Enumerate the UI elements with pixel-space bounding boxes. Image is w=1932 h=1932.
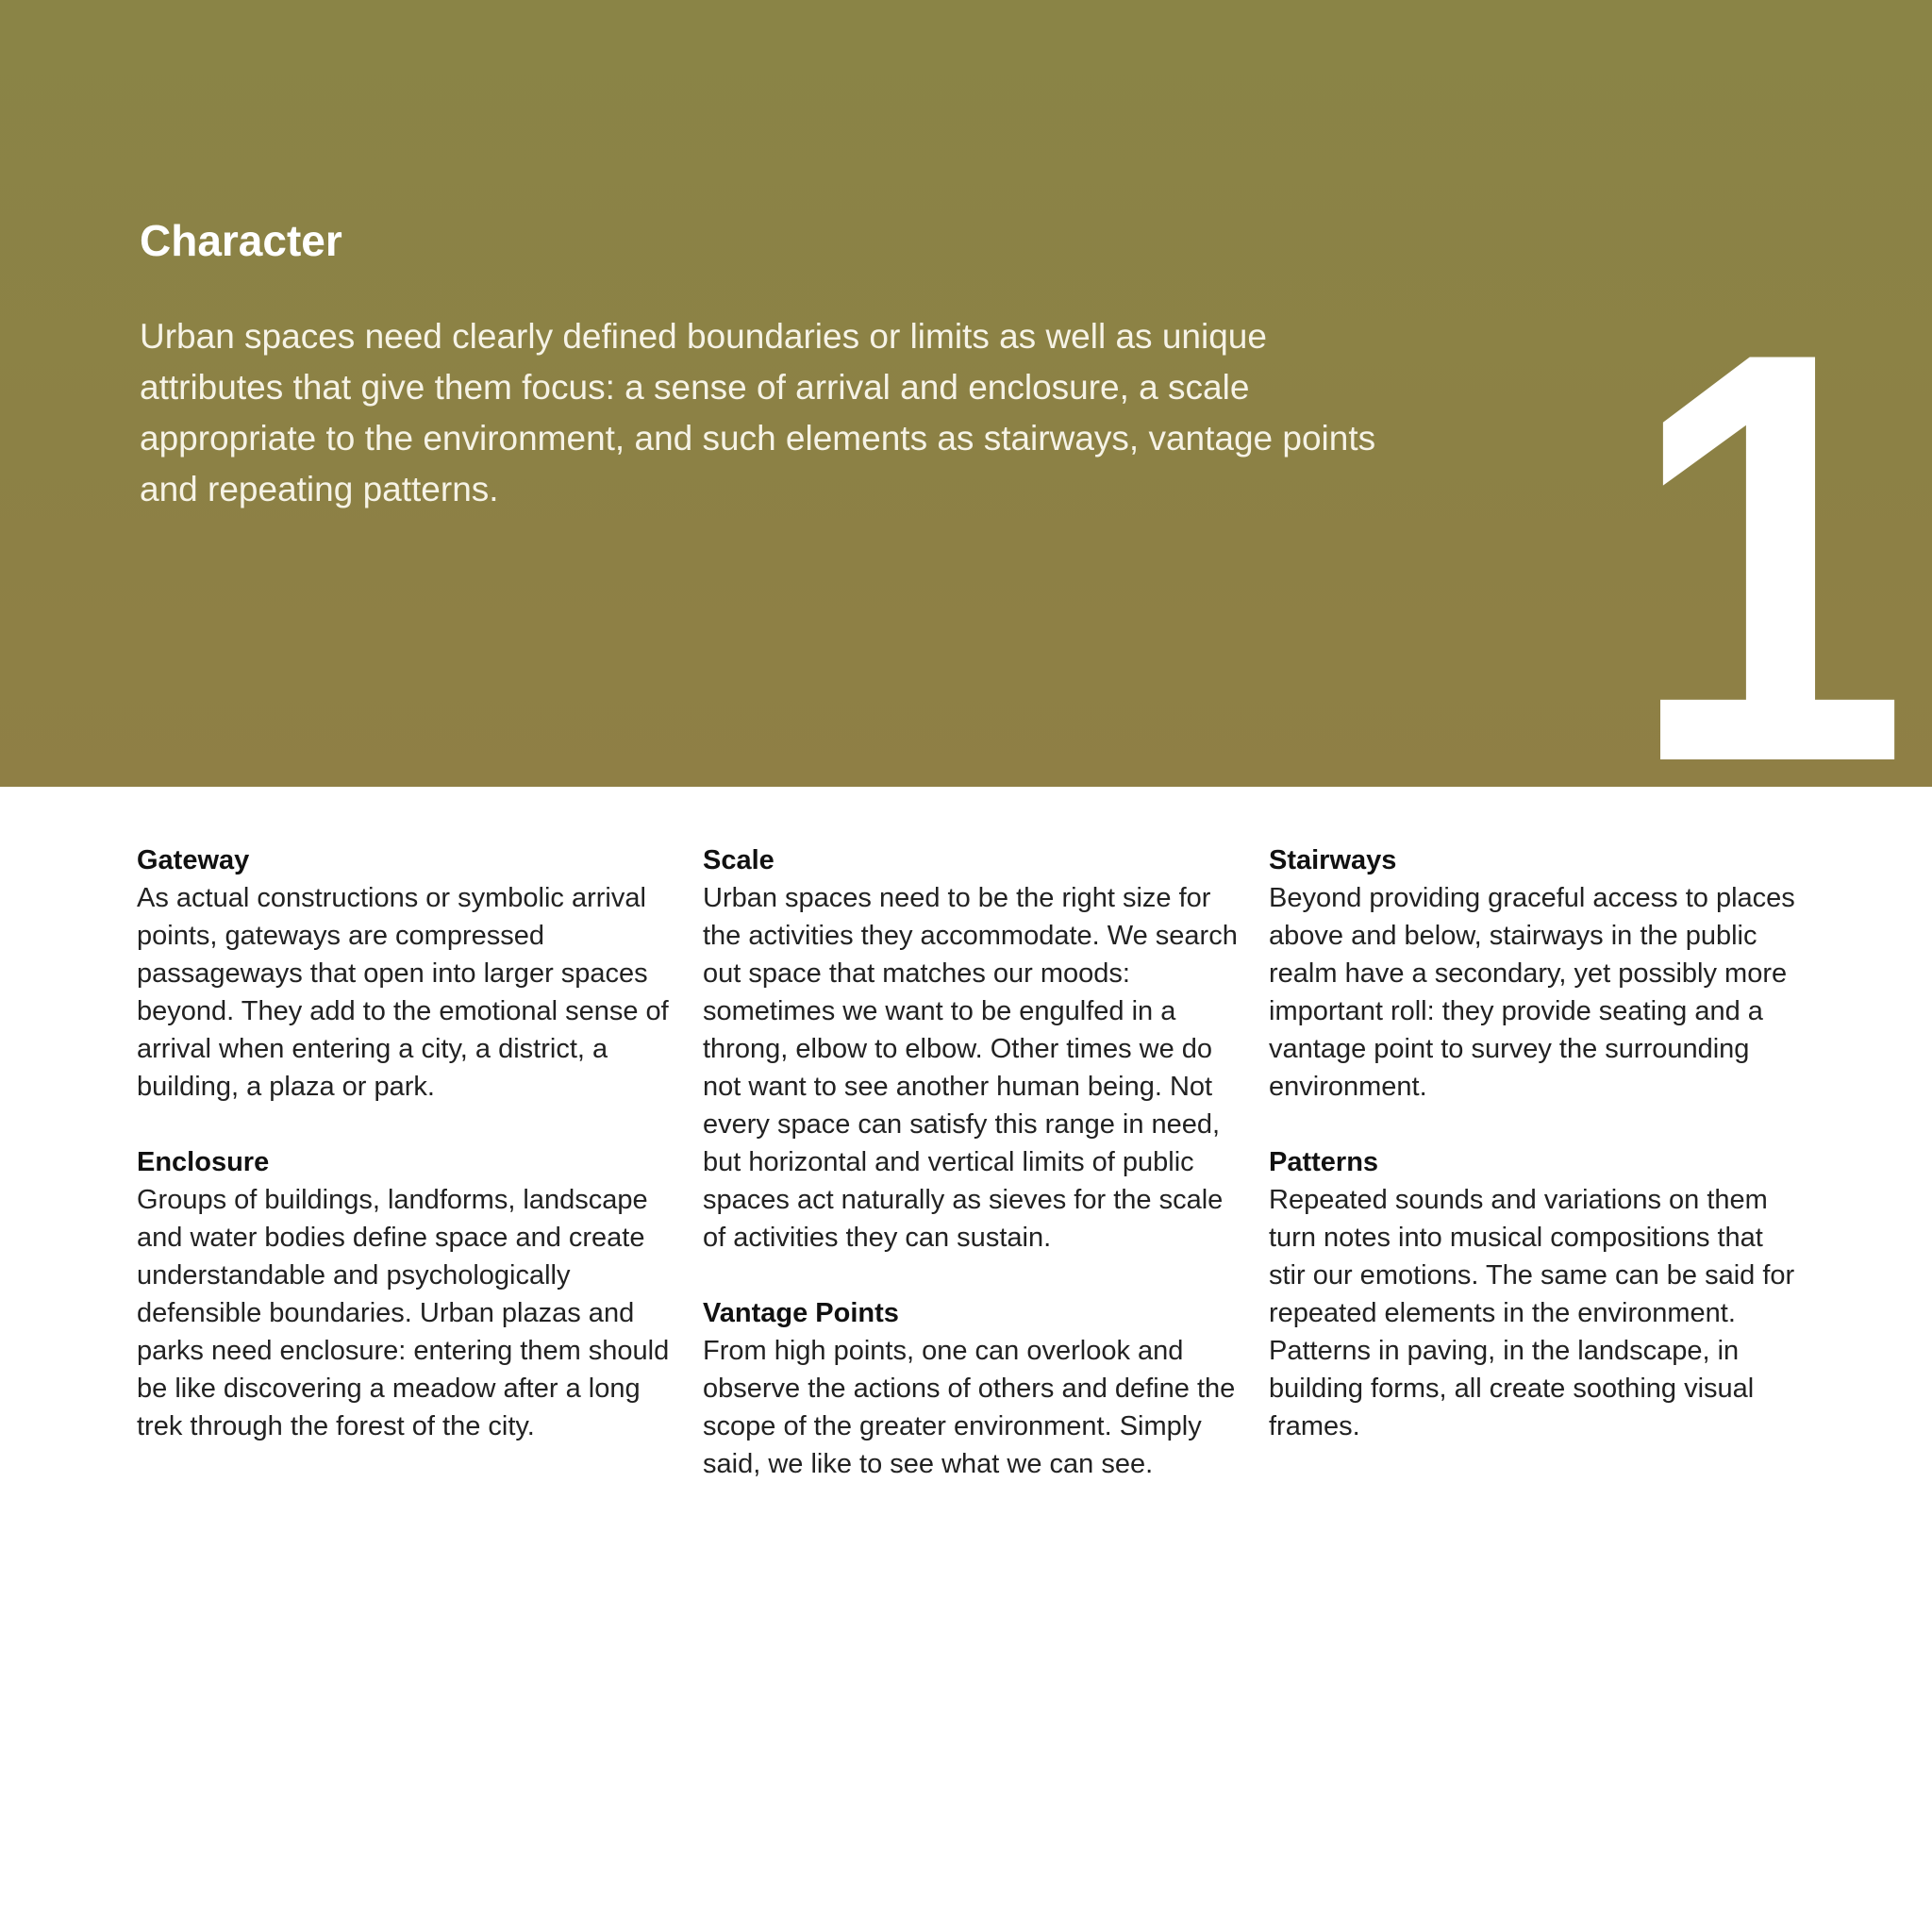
topic-title: Gateway [137, 845, 250, 875]
page-title: Character [140, 216, 342, 265]
topic-stairways [1269, 841, 1807, 1106]
topic-body: Urban spaces need to be the right size for the activities they accommodate. We search out space that matches our moods: sometimes we want to be engulfed in a throng, elbow to elbow. Other times we do not want to see another human being. Not every space can satisfy this range in need, but horizontal and vertical limits of public spaces act naturally as sieves for the scale of activities they can sustain. [703, 883, 1238, 1253]
topic-body: Beyond providing graceful access to places above and below, stairways in the public realm have a secondary, yet possibly more important roll: they provide seating and a vantage point to survey the surrounding environment. [1269, 883, 1795, 1102]
topic-body: From high points, one can overlook and observe the actions of others and define the scope of the greater environment. Simply said, we like to see what we can see. [703, 1336, 1236, 1479]
topic-title: Vantage Points [703, 1298, 899, 1328]
topic-body: Repeated sounds and variations on them turn notes into musical compositions that stir our emotions. The same can be said for repeated elements in the environment. Patterns in paving, in the landscape, in building forms, all create soothing visual frames. [1269, 1185, 1795, 1441]
topic-scale [703, 841, 1241, 1257]
topic-body: As actual constructions or symbolic arrival points, gateways are compressed passageways that open into larger spaces beyond. They add to the emotional sense of arrival when entering a city, a district, a building, a plaza or park. [137, 883, 669, 1102]
topic-body: Groups of buildings, landforms, landscape and water bodies define space and create understandable and psychologically defensible boundaries. Urban plazas and parks need enclosure: entering them should be like discovering a meadow after a long trek through the forest of the city. [137, 1185, 670, 1441]
section-number-text: 1 [1628, 231, 1900, 787]
topic-title: Stairways [1269, 845, 1397, 875]
topic-title: Scale [703, 845, 774, 875]
section-number [1628, 231, 1900, 787]
topic-title: Enclosure [137, 1147, 270, 1177]
topic-title: Patterns [1269, 1147, 1379, 1177]
intro-text: Urban spaces need clearly defined boundaries or limits as well as unique attributes that give them focus: a sense of arrival and enclosure, a scale appropriate to the environment, and such elements as stairways, vantage points and repeating patterns. [140, 317, 1376, 508]
column-2 [703, 841, 1241, 1521]
topic-vantage-points [703, 1294, 1241, 1483]
topic-gateway [137, 841, 675, 1106]
header-band [0, 0, 1932, 787]
content-columns [137, 841, 1816, 1690]
column-1 [137, 841, 675, 1483]
topic-patterns [1269, 1143, 1807, 1445]
column-3 [1269, 841, 1807, 1483]
topic-enclosure [137, 1143, 675, 1445]
